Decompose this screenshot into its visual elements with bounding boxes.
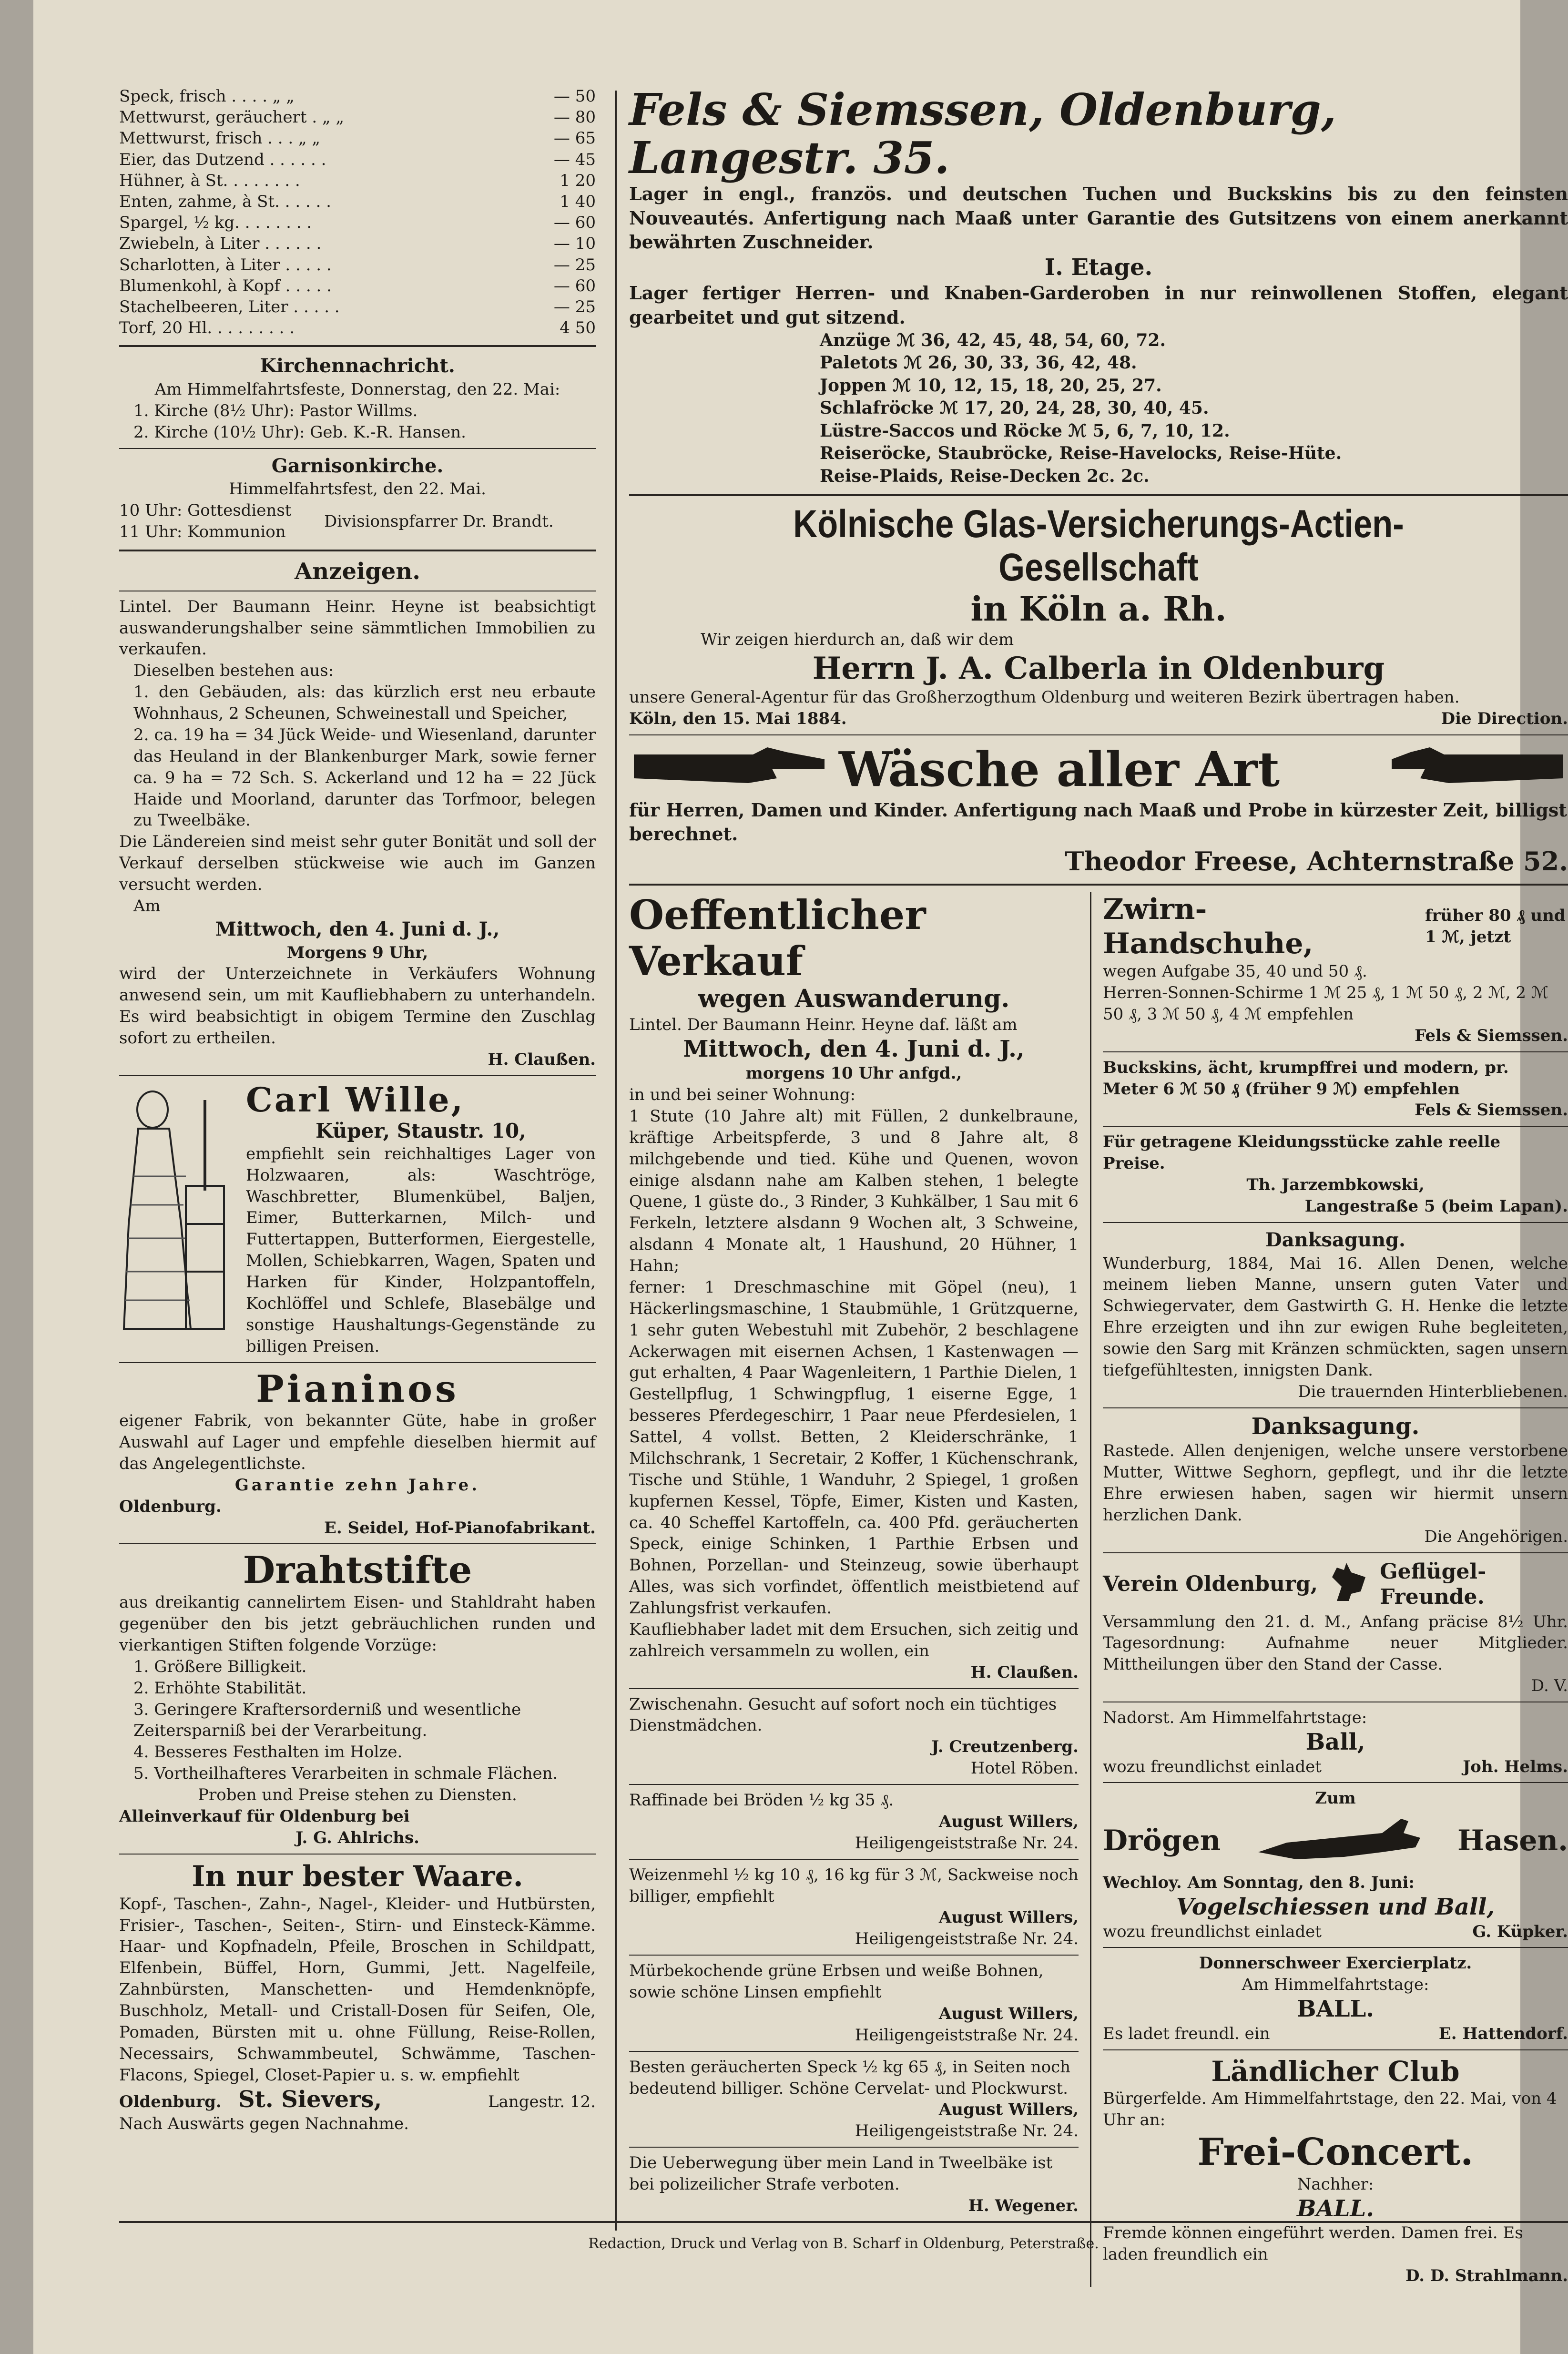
price-value: — 65 [553, 129, 596, 148]
fels-ad [629, 86, 1568, 488]
verein-ad [1103, 1558, 1568, 1697]
price-row [119, 149, 596, 170]
ball-title: Ball, [1305, 1728, 1365, 1755]
ad-signature: D. D. Strahlmann. [1405, 2266, 1568, 2285]
column-divider [615, 91, 617, 2231]
ad-text: wegen Aufgabe 35, 40 und 50 ₰. [1103, 962, 1367, 981]
ad-signature: August Willers, [938, 2004, 1079, 2023]
price-value: 1 40 [560, 192, 596, 211]
ad-text: 1 Stute (10 Jahre alt) mit Füllen, 2 dunkelbraune, kräftige Arbeitspferde, 3 und 8 Jahre alt, 8 milchgebende und tied. Kühe und Quenen, wovon einige alsdann nahe am Kalben stehen, 1 belegte Quene, 1 güste do., 3 Rinder, 3 Kuhkälber, 1 Sau mit 6 Ferkeln, letztere alsdann 9 Wochen alt, 3 Schweine, alsdann 4 Monate alt, 1 Haushund, 20 Hühner, 1 Hahn; [629, 1106, 1079, 1276]
zwischenahn-ad [629, 1694, 1079, 1780]
price-value: — 50 [553, 87, 596, 106]
ad-text: Für getragene Kleidungsstücke zahle reelle Preise. [1103, 1132, 1501, 1173]
ad-text: Oldenburg. [119, 2092, 222, 2111]
price-row [119, 275, 596, 296]
hasen-name: Hasen. [1457, 1824, 1568, 1858]
price-item: Mettwurst, frisch . . . „ „ [119, 129, 321, 148]
ad-text: Nadorst. Am Himmelfahrtstage: [1103, 1708, 1367, 1728]
pianinos-title: Pianinos [256, 1367, 459, 1411]
hasen-ad [1103, 1788, 1568, 1942]
ad-time: morgens 10 Uhr anfgd., [745, 1064, 962, 1083]
divider [629, 2051, 1079, 2052]
price-value: — 60 [553, 213, 596, 233]
verkauf-title: Oeffentlicher Verkauf [629, 891, 926, 985]
right-column [629, 86, 1568, 2287]
ad-text: früher 80 ₰ und 1 ℳ, jetzt [1425, 906, 1566, 947]
ad-text: Wechloy. Am Sonntag, den 8. Juni: [1103, 1873, 1415, 1893]
price-row [119, 191, 596, 212]
price-row [119, 212, 596, 233]
ad-text: Bürgerfelde. Am Himmelfahrtstage, den 22. Mai, von 4 Uhr an: [1103, 2089, 1557, 2130]
ad-signature: H. Claußen. [970, 1662, 1079, 1682]
price-row [119, 86, 596, 107]
willers-ad [629, 1955, 1079, 2046]
rooster-icon [1323, 1558, 1375, 1611]
ad-text: Nachher: [1297, 2174, 1374, 2194]
kirche-line: 2. Kirche (10½ Uhr): Geb. K.-R. Hansen. [133, 422, 466, 442]
kirche-title: Kirchennachricht. [260, 355, 455, 377]
ad-signature: E. Seidel, Hof-Pianofabrikant. [324, 1518, 596, 1538]
hare-icon [1230, 1809, 1448, 1872]
drahtstifte-item: 2. Erhöhte Stabilität. [133, 1678, 307, 1698]
price-value: — 60 [553, 276, 596, 296]
imprint-footer: Redaction, Druck und Verlag von B. Scharf in Oldenburg, Peterstraße. [588, 2235, 1099, 2252]
exer-title: Donnerschweer Exercierplatz. [1199, 1954, 1472, 1973]
price-value: — 80 [553, 108, 596, 127]
drahtstifte-ad [119, 1549, 596, 1848]
ad-text: Buckskins, ächt, krumpffrei und modern, pr. Meter 6 ℳ 50 ₰ (früher 9 ℳ) empfehlen [1103, 1058, 1509, 1099]
exer-ad [1103, 1953, 1568, 2044]
kirche-line: 1. Kirche (8½ Uhr): Pastor Willms. [133, 401, 418, 420]
ad-text: Zum [1315, 1789, 1356, 1808]
verein-subtitle: Geflügel-Freunde. [1380, 1559, 1487, 1609]
wille-ad [119, 1081, 596, 1357]
drahtstifte-item: 5. Vortheilhafteres Verarbeiten in schmale Flächen. [133, 1764, 558, 1783]
fels-item: Joppen ℳ 10, 12, 15, 18, 20, 25, 27. [820, 375, 1162, 396]
verein-name: Verein Oldenburg, [1103, 1572, 1318, 1597]
ad-text: unsere General-Agentur für das Großherzogthum Oldenburg und weiteren Bezirk übertragen haben. [629, 688, 1460, 707]
subcolumn-b [1091, 892, 1568, 2287]
jarz-ad [1103, 1131, 1568, 1217]
ad-text: Garantie zehn Jahre. [234, 1475, 480, 1495]
ad-signature: Fels & Siemssen. [1415, 1101, 1568, 1120]
wille-text: empfiehlt sein reichhaltiges Lager von Holzwaaren, als: Waschtröge, Waschbretter, Blumenkübel, Baljen, Eimer, Butterkarnen, Milch- und Futtertappen, Butterformen, Eiergestelle, Mollen, Schiebkarren, Wagen, Spaten und Harken für Kinder, Holzpantoffeln, Kochlöffel und Schlefe, Blasebälge und sonstige Haushaltungs-Gegenstände zu billigen Preisen. [246, 1144, 596, 1356]
fels-price-list [629, 329, 1568, 488]
fels-item: Paletots ℳ 26, 30, 33, 36, 42, 48. [820, 353, 1137, 373]
anzeigen-heading: Anzeigen. [295, 558, 420, 585]
pointing-hand-icon [629, 740, 829, 798]
price-row [119, 233, 596, 254]
buckskins-ad [1103, 1057, 1568, 1121]
ad-text: eigener Fabrik, von bekannter Güte, habe in großer Auswahl auf Lager und empfehle dieselben hiermit auf das Angelegentlichste. [119, 1411, 596, 1473]
lintel-ad [119, 596, 596, 1070]
ad-text: Heiligengeiststraße Nr. 24. [855, 1929, 1079, 1949]
ad-text: wozu freundlichst einladet [1103, 1922, 1322, 1941]
price-item: Hühner, à St. . . . . . . . [119, 171, 300, 190]
ad-signature: Th. Jarzembkowski, [1246, 1175, 1425, 1195]
ad-signature: D. V. [1531, 1676, 1568, 1696]
drahtstifte-list [119, 1656, 596, 1784]
willers-ad [629, 1784, 1079, 1854]
danksagung-2 [1103, 1413, 1568, 1548]
ad-signature: J. G. Ahlrichs. [295, 1828, 419, 1847]
koeln-ad [629, 503, 1568, 730]
drahtstifte-item: 4. Besseres Festhalten im Holze. [133, 1743, 403, 1762]
ad-signature: G. Küpker. [1472, 1922, 1568, 1941]
divider [629, 1784, 1079, 1785]
ad-signature: August Willers, [938, 2100, 1079, 2120]
ad-signature: St. Sievers, [238, 2086, 382, 2113]
price-row [119, 317, 596, 338]
waare-title: In nur bester Waare. [192, 1859, 523, 1893]
ad-text: Fremde können eingeführt werden. Damen frei. Es laden freundlich ein [1103, 2223, 1523, 2264]
drahtstifte-item: 3. Geringere Kraftersorderniß und wesentliche Zeitersparniß bei der Verarbeitung. [133, 1700, 521, 1741]
koeln-agent: Herrn J. A. Calberla in Oldenburg [812, 650, 1385, 686]
verkauf-subtitle: wegen Auswanderung. [698, 984, 1010, 1014]
ad-text: Lintel. Der Baumann Heinr. Heyne ist beabsichtigt auswanderungshalber seine sämmtlichen Immobilien zu verkaufen. [119, 597, 596, 659]
price-row [119, 128, 596, 149]
dank-title: Danksagung. [1265, 1228, 1405, 1251]
price-row [119, 255, 596, 275]
verkauf-ad [629, 892, 1079, 1683]
willers-ads [629, 1784, 1079, 2142]
garnison-title: Garnisonkirche. [271, 454, 444, 477]
ad-signature: H. Claußen. [488, 1050, 596, 1069]
koeln-subtitle: in Köln a. Rh. [970, 589, 1227, 629]
price-item: Scharlotten, à Liter . . . . . [119, 255, 332, 275]
ad-text: Rastede. Allen denjenigen, welche unsere verstorbene Mutter, Wittwe Seghorn, gepflegt, und ihr die letzte Ehre erwiesen haben, sagen wir hiermit unsern herzlichen Dank. [1103, 1441, 1568, 1525]
left-column [119, 86, 596, 2135]
ad-text: Alleinverkauf für Oldenburg bei [119, 1806, 410, 1826]
pointing-hand-icon [1387, 740, 1568, 798]
sievers-ad [119, 1859, 596, 2135]
koeln-title: Kölnische Glas-Versicherungs-Actien-Gesellschaft [793, 502, 1404, 589]
price-item: Blumenkohl, à Kopf . . . . . [119, 276, 332, 296]
garnison-line: Himmelfahrtsfest, den 22. Mai. [229, 479, 486, 499]
zwirn-ad [1103, 892, 1568, 1047]
price-item: Speck, frisch . . . . „ „ [119, 87, 295, 106]
ad-text: Langestr. 12. [488, 2092, 596, 2111]
price-value: — 10 [553, 234, 596, 254]
price-value: — 25 [553, 255, 596, 275]
ad-text: Proben und Preise stehen zu Diensten. [198, 1785, 517, 1804]
garnison-times [119, 500, 596, 543]
ad-signature: Joh. Helms. [1463, 1757, 1568, 1776]
ad-text: Weizenmehl ½ kg 10 ₰, 16 kg für 3 ℳ, Sackweise noch billiger, empfiehlt [629, 1865, 1079, 1906]
wegener-ad [629, 2152, 1079, 2217]
ad-text: Wunderburg, 1884, Mai 16. Allen Denen, welche meinem lieben Manne, unsern guten Vater und Schwiegervater, dem Gastwirth G. H. Henke die letzte Ehre erzeigten und ihn zur ewigen Ruhe begleiteten, sowie den Sarg mit Kränzen schmückten, sagen unsern tiefgefühltesten, innigsten Dank. [1103, 1253, 1568, 1380]
ad-text: Die Ländereien sind meist sehr guter Bonität und soll der Verkauf derselben stückweise wie auch im Ganzen versucht werden. [119, 832, 596, 895]
price-row [119, 296, 596, 317]
ad-signature: August Willers, [938, 1812, 1079, 1831]
willers-ad [629, 2051, 1079, 2142]
ad-signature: J. Creutzenberg. [931, 1737, 1079, 1757]
fels-title: Fels & Siemssen, Oldenburg, Langestr. 35. [629, 84, 1336, 184]
divider [629, 1859, 1079, 1860]
fels-item: Anzüge ℳ 36, 42, 45, 48, 54, 60, 72. [820, 330, 1166, 350]
ad-signature: Die Angehörigen. [1424, 1527, 1568, 1546]
ad-text: Dieselben bestehen aus: [133, 661, 334, 681]
willers-ad [629, 1859, 1079, 1950]
newspaper-page [33, 0, 1568, 2354]
ball-title: BALL. [1296, 1996, 1375, 2023]
zwirn-title: Zwirn-Handschuhe, [1103, 893, 1313, 961]
price-row [119, 170, 596, 191]
ad-text: Hotel Röben. [970, 1759, 1079, 1778]
ad-text: Kaufliebhaber ladet mit dem Ersuchen, sich zeitig und zahlreich versammeln zu wollen, ein [629, 1620, 1079, 1661]
ad-text: Heiligengeiststraße Nr. 24. [855, 2121, 1079, 2141]
price-value: 4 50 [560, 318, 596, 338]
ad-signature: Die trauernden Hinterbliebenen. [1298, 1382, 1568, 1401]
ad-text: in und bei seiner Wohnung: [629, 1085, 855, 1105]
price-value: 1 20 [560, 171, 596, 190]
ad-text: Oldenburg. [119, 1497, 222, 1516]
ball-title: BALL. [1296, 2195, 1375, 2222]
ad-text: aus dreikantig cannelirtem Eisen- und Stahldraht haben gegenüber den bis jetzt gebräuchlichen runden und vierkantigen Stiften folgende Vorzüge: [119, 1593, 596, 1655]
price-item: Spargel, ½ kg. . . . . . . . [119, 213, 312, 233]
price-item: Eier, das Dutzend . . . . . . [119, 150, 326, 169]
ad-text: Am [133, 896, 161, 916]
ad-text: Kopf-, Taschen-, Zahn-, Nagel-, Kleider- und Hutbürsten, Frisier-, Taschen-, Seiten-, Stirn- und Einsteck-Kämme. Haar- und Kopfnadeln, Pfeile, Broschen in Schildpatt, Elfenbein, Büffel, Horn, Gummi, Jett. Nagelfeile, Zahnbürsten, Manschetten- und Hemdenknöpfe, Buschholz, Metall- und Cristall-Dosen für Seifen, Ole, Pomaden, Bürsten mit u. ohne Füllung, Reise-Rollen, Necessairs, Schwammbeutel, Schwämme, Taschen-Flacons, Spiegel, Closet-Papier u. s. w. empfiehlt [119, 1894, 596, 2085]
ad-text: Versammlung den 21. d. M., Anfang präcise 8½ Uhr. Tagesordnung: Aufnahme neuer Mitglieder. Mittheilungen über den Stand der Casse. [1103, 1612, 1568, 1674]
ad-text: für Herren, Damen und Kinder. Anfertigung nach Maaß und Probe in kürzester Zeit, billigst berechnet. [629, 799, 1567, 845]
ad-text: wozu freundlichst einladet [1103, 1757, 1322, 1776]
garnison-pastor: Divisionspfarrer Dr. Brandt. [324, 511, 554, 531]
ad-text: Lintel. Der Baumann Heinr. Heyne daf. läßt am [629, 1015, 1018, 1034]
ad-text: Besten geräucherten Speck ½ kg 65 ₰, in Seiten noch bedeutend billiger. Schöne Cervelat- und Plockwurst. [629, 2057, 1071, 2098]
kirche-line: Am Himmelfahrtsfeste, Donnerstag, den 22. Mai: [154, 380, 560, 399]
ad-text: Wir zeigen hierdurch an, daß wir dem [701, 630, 1014, 649]
club-title: Ländlicher Club [1211, 2055, 1460, 2088]
waesche-title: Wäsche aller Art [839, 741, 1280, 797]
ad-text: wird der Unterzeichnete in Verkäufers Wohnung anwesend sein, um mit Kaufliebhabern zu unterhandeln. Es wird beabsichtigt in obigem Termine den Zuschlag sofort zu ertheilen. [119, 964, 596, 1048]
fels-item: Reiseröcke, Staubröcke, Reise-Havelocks, Reise-Hüte. [820, 443, 1342, 464]
price-list [119, 86, 596, 338]
divider [629, 1955, 1079, 1956]
drahtstifte-title: Drahtstifte [243, 1549, 472, 1592]
price-value: — 25 [553, 297, 596, 316]
fels-item: Schlafröcke ℳ 17, 20, 24, 28, 30, 40, 45. [820, 398, 1209, 418]
garnison-line: 11 Uhr: Kommunion [119, 522, 286, 542]
ad-text: Lager in engl., französ. und deutschen Tuchen und Buckskins bis zu den feinsten Nouveautés. Anfertigung nach Maaß unter Garantie des Gutsitzens von einem anerkannt bewährten Zuschneider. [629, 183, 1568, 253]
hasen-event: Vogelschiessen und Ball, [1176, 1894, 1495, 1920]
ad-signature: Fels & Siemssen. [1415, 1026, 1568, 1045]
wille-address: Küper, Staustr. 10, [316, 1119, 526, 1143]
ad-text: Herren-Sonnen-Schirme 1 ℳ 25 ₰, 1 ℳ 50 ₰, 2 ℳ, 2 ℳ 50 ₰, 3 ℳ 50 ₰, 4 ℳ empfehlen [1103, 983, 1549, 1024]
ad-signature: Theodor Freese, Achternstraße 52. [1065, 846, 1568, 877]
ad-date: Mittwoch, den 4. Juni d. J., [683, 1035, 1025, 1062]
ad-text: 2. ca. 19 ha = 34 Jück Weide- und Wiesenland, darunter das Heuland in der Blankenburger Mark, sowie ferner ca. 9 ha = 72 Sch. S. Ackerland und 12 ha = 22 Jück Haide und Moorland, darunter das Torfmoor, belegen zu Tweelbäke. [133, 725, 596, 830]
ad-text: Mürbekochende grüne Erbsen und weiße Bohnen, sowie schöne Linsen empfiehlt [629, 1961, 1044, 2002]
hasen-name: Drögen [1103, 1824, 1221, 1858]
ad-text: 1. den Gebäuden, als: das kürzlich erst neu erbaute Wohnhaus, 2 Scheunen, Schweinestall und Speicher, [133, 683, 596, 724]
price-item: Stachelbeeren, Liter . . . . . [119, 297, 340, 316]
fels-item: Reise-Plaids, Reise-Decken 2c. 2c. [820, 466, 1150, 486]
price-value: — 45 [553, 150, 596, 169]
danksagung-1 [1103, 1228, 1568, 1403]
price-row [119, 107, 596, 128]
ad-text: Raffinade bei Bröden ½ kg 35 ₰. [629, 1791, 894, 1810]
ad-text: ferner: 1 Dreschmaschine mit Göpel (neu), 1 Häckerlingsmaschine, 1 Staubmühle, 1 Grützquerne, 1 sehr guten Webestuhl mit Zubehör, 2 beschlagene Ackerwagen mit eisernen Achsen, 1 Kastenwagen — gut erhalten, 4 Paar Wagenleitern, 1 Parthie Dielen, 1 Gestellpflug, 1 Schwingpflug, 1 eiserne Egge, 1 besseres Pferdegeschirr, 1 Paar neue Pferdesielen, 1 Sattel, 4 vollst. Betten, 2 Kleiderschränke, 1 Milchschrank, 1 Secretair, 2 Koffer, 1 Küchenschrank, Tische und Stühle, 1 Wanduhr, 2 Spiegel, 1 großen kupfernen Kessel, Töpfe, Eimer, Kisten und Kasten, ca. 40 Scheffel Kartoffeln, ca. 400 Pfd. geräucherten Speck, einige Schinken, 1 Parthie Erbsen und Bohnen, Porzellan- und Steinzeug, sowie überhaupt Alles, was sich vorfindet, öffentlich meistbietend auf Zahlungsfrist verkaufen. [629, 1277, 1079, 1618]
concert-title: Frei-Concert. [1197, 2130, 1474, 2174]
ad-text: Die Ueberwegung über mein Land in Tweelbäke ist bei polizeilicher Strafe verboten. [629, 2153, 1053, 2194]
pianinos-ad [119, 1368, 596, 1539]
ad-text: Heiligengeiststraße Nr. 24. [855, 1833, 1079, 1853]
price-item: Enten, zahme, à St. . . . . . [119, 192, 331, 211]
ad-text: Heiligengeiststraße Nr. 24. [855, 2025, 1079, 2045]
woman-churn-illustration [119, 1081, 238, 1357]
ad-text: Lager fertiger Herren- und Knaben-Garderoben in nur reinwollenen Stoffen, elegant gearbeitet und gut sitzend. [629, 282, 1568, 328]
price-item: Mettwurst, geräuchert . „ „ [119, 108, 344, 127]
ad-text: Langestraße 5 (beim Lapan). [1304, 1196, 1568, 1216]
helms-ad [1103, 1707, 1568, 1777]
fels-item: Lüstre-Saccos und Röcke ℳ 5, 6, 7, 10, 12. [820, 420, 1230, 441]
price-item: Torf, 20 Hl. . . . . . . . . [119, 318, 295, 338]
ad-text: Nach Auswärts gegen Nachnahme. [119, 2114, 409, 2134]
ad-date: Köln, den 15. Mai 1884. [629, 709, 847, 729]
ad-signature: H. Wegener. [968, 2196, 1079, 2215]
ad-text: Es ladet freundl. ein [1103, 2024, 1270, 2043]
waesche-ad [629, 740, 1568, 877]
ad-signature: Die Direction. [1441, 709, 1568, 729]
garnison-line: 10 Uhr: Gottesdienst [119, 501, 292, 520]
drahtstifte-item: 1. Größere Billigkeit. [133, 1657, 307, 1676]
ad-signature: E. Hattendorf. [1438, 2024, 1568, 2043]
subcolumn-a [629, 892, 1091, 2287]
ad-text: I. Etage. [1044, 254, 1153, 281]
ad-date: Mittwoch, den 4. Juni d. J., [215, 917, 500, 940]
dank-title: Danksagung. [1251, 1413, 1420, 1440]
ad-signature: August Willers, [938, 1908, 1079, 1927]
ad-time: Morgens 9 Uhr, [286, 943, 428, 962]
ad-text: Am Himmelfahrtstage: [1242, 1975, 1429, 1995]
price-item: Zwiebeln, à Liter . . . . . . [119, 234, 322, 254]
ad-text: Zwischenahn. Gesucht auf sofort noch ein tüchtiges Dienstmädchen. [629, 1694, 1057, 1735]
wille-name: Carl Wille, [246, 1080, 465, 1120]
